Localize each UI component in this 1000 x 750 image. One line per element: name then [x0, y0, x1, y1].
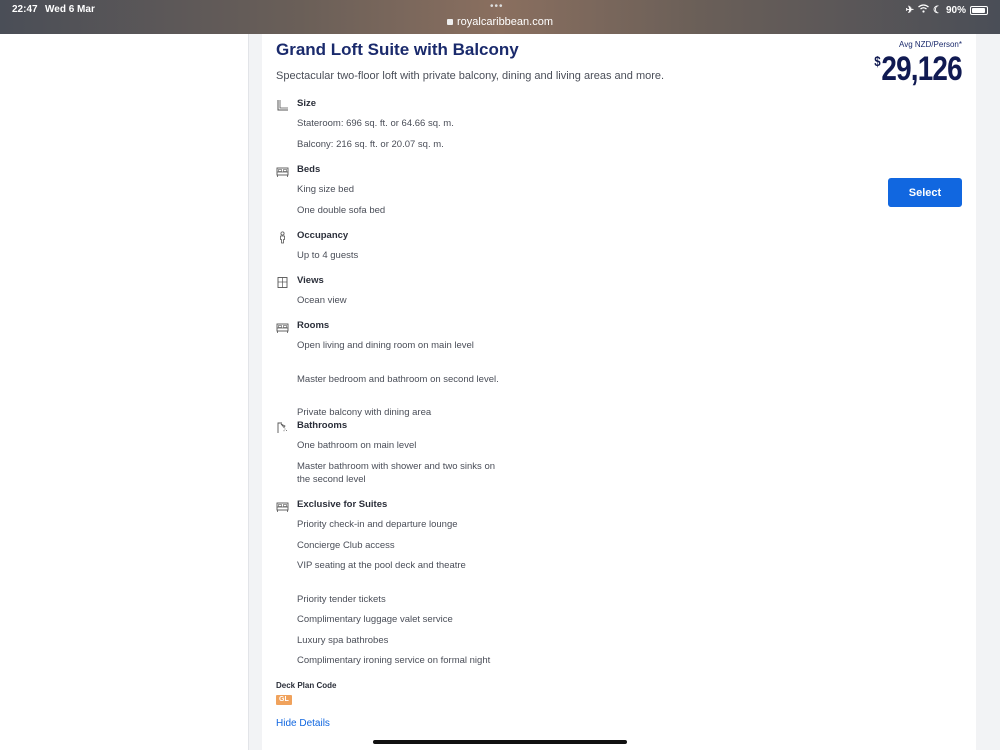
hide-details-link[interactable]: Hide Details [276, 718, 330, 729]
detail-heading: Exclusive for Suites [297, 499, 388, 510]
detail-item: Balcony: 216 sq. ft. or 20.07 sq. m. [297, 138, 444, 150]
detail-item: VIP seating at the pool deck and theatre [297, 560, 466, 571]
bed-icon [276, 500, 289, 513]
detail-item: Complimentary ironing service on formal night [297, 655, 491, 666]
suite-card [262, 34, 976, 750]
detail-item: Complimentary luggage valet service [297, 614, 453, 625]
shower-icon [276, 421, 289, 434]
status-indicators [906, 4, 988, 16]
more-dots-icon[interactable]: ••• [490, 1, 504, 12]
detail-item: One bathroom on main level [297, 440, 417, 451]
detail-heading: Bathrooms [297, 420, 348, 431]
price-value [874, 50, 962, 89]
url-text: royalcaribbean.com [457, 16, 553, 28]
address-bar[interactable] [0, 16, 1000, 28]
suite-title: Grand Loft Suite with Balcony [276, 40, 519, 59]
airplane-icon: ✈ [905, 4, 915, 16]
status-date: Wed 6 Mar [45, 4, 95, 15]
home-indicator[interactable] [373, 740, 627, 744]
deck-plan-label: Deck Plan Code [276, 681, 337, 690]
detail-item: Priority check-in and departure lounge [297, 519, 458, 530]
status-time: 22:47 [12, 4, 38, 15]
status-bar [0, 0, 1000, 34]
price-label: Avg NZD/Person* [899, 40, 962, 49]
price-amount: 29,126 [881, 50, 962, 88]
detail-heading: Size [297, 98, 317, 109]
detail-item: Open living and dining room on main level [297, 340, 474, 351]
detail-heading: Views [297, 275, 324, 286]
detail-item: Master bathroom with shower and two sinks on the second level [297, 460, 496, 485]
person-icon [276, 231, 289, 244]
detail-heading: Rooms [297, 320, 330, 331]
detail-item: Master bedroom and bathroom on second level. [297, 373, 499, 385]
detail-item: Concierge Club access [297, 539, 395, 551]
detail-item: Luxury spa bathrobes [297, 634, 389, 646]
deck-plan-code: GL [276, 695, 292, 705]
bed-icon [276, 165, 289, 178]
lock-icon [447, 19, 453, 25]
price-currency: $ [874, 53, 880, 69]
detail-item: Up to 4 guests [297, 250, 359, 261]
detail-item: King size bed [297, 184, 355, 195]
detail-item: One double sofa bed [297, 204, 386, 216]
battery-percent: 90% [945, 4, 966, 16]
bed-icon [276, 321, 289, 334]
window-icon [276, 276, 289, 289]
suite-subtitle: Spectacular two-floor loft with private balcony, dining and living areas and more. [276, 70, 665, 82]
detail-heading: Beds [297, 164, 321, 175]
detail-item: Stateroom: 696 sq. ft. or 64.66 sq. m. [297, 118, 454, 129]
detail-heading: Occupancy [297, 230, 349, 241]
detail-item: Ocean view [297, 295, 347, 306]
left-panel [0, 34, 249, 750]
detail-item: Priority tender tickets [297, 593, 386, 605]
select-button[interactable]: Select [888, 178, 962, 207]
wifi-icon [918, 4, 929, 16]
size-icon [276, 99, 289, 112]
moon-icon: ☾ [933, 4, 942, 16]
battery-fill [972, 8, 985, 13]
battery-icon [970, 6, 988, 15]
detail-item: Private balcony with dining area [297, 407, 432, 418]
